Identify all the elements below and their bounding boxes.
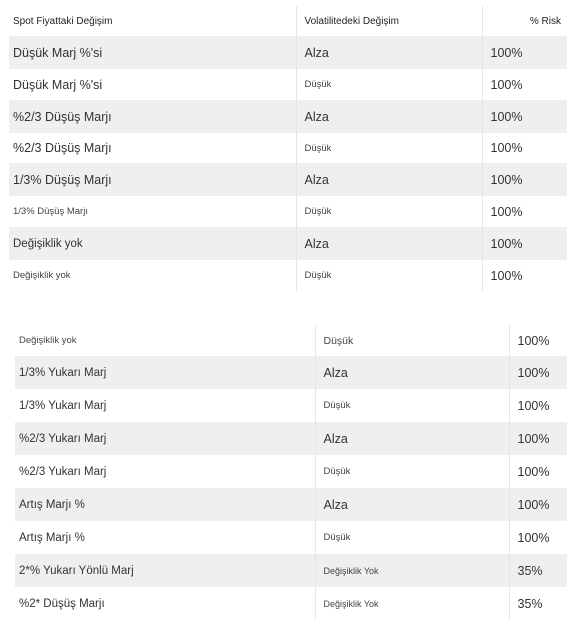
cell-change: Düşük Marj %'si: [9, 69, 296, 100]
table-row: [9, 36, 567, 69]
table-row: [15, 356, 567, 389]
cell-change: %2* Düşüş Marjı: [15, 587, 315, 620]
table-row: [9, 196, 567, 227]
cell-change: %2/3 Düşüş Marjı: [9, 133, 296, 163]
cell-risk: 100%: [482, 133, 567, 163]
cell-change: Değişiklik yok: [15, 325, 315, 356]
cell-risk: 100%: [509, 389, 567, 422]
table-row: [9, 100, 567, 133]
cell-risk: 100%: [482, 227, 567, 260]
cell-risk: 100%: [482, 100, 567, 133]
cell-risk: 100%: [482, 260, 567, 291]
cell-risk: 100%: [509, 455, 567, 488]
cell-volatility: Düşük: [296, 133, 482, 163]
cell-volatility: Alza: [315, 356, 509, 389]
cell-volatility: Alza: [315, 488, 509, 521]
header-volatility-change: Volatilitedeki Değişim: [296, 6, 482, 36]
cell-volatility: Alza: [315, 422, 509, 455]
table-row: [9, 260, 567, 291]
table-row: [9, 163, 567, 196]
cell-volatility: Düşük: [315, 521, 509, 554]
risk-table-bottom: [15, 325, 567, 620]
table-header-row: [9, 6, 567, 36]
cell-risk: 35%: [509, 587, 567, 620]
cell-risk: 100%: [509, 488, 567, 521]
table-row: [15, 455, 567, 488]
cell-risk: 100%: [509, 325, 567, 356]
cell-volatility: Alza: [296, 36, 482, 69]
table-row: [15, 521, 567, 554]
table-row: [15, 488, 567, 521]
cell-change: %2/3 Düşüş Marjı: [9, 100, 296, 133]
cell-change: Artış Marjı %: [15, 488, 315, 521]
cell-volatility: Düşük: [315, 325, 509, 356]
cell-volatility: Alza: [296, 227, 482, 260]
table-row: [9, 133, 567, 163]
cell-volatility: Düşük: [315, 389, 509, 422]
cell-volatility: Düşük: [296, 260, 482, 291]
cell-volatility: Alza: [296, 163, 482, 196]
cell-change: 2*% Yukarı Yönlü Marj: [15, 554, 315, 587]
cell-change: 1/3% Düşüş Marjı: [9, 196, 296, 227]
table-row: [9, 227, 567, 260]
cell-volatility: Alza: [296, 100, 482, 133]
cell-risk: 100%: [482, 36, 567, 69]
table-row: [15, 325, 567, 356]
cell-change: Düşük Marj %'si: [9, 36, 296, 69]
cell-change: %2/3 Yukarı Marj: [15, 422, 315, 455]
table-row: [15, 422, 567, 455]
cell-risk: 35%: [509, 554, 567, 587]
cell-volatility: Düşük: [296, 196, 482, 227]
cell-risk: 100%: [509, 422, 567, 455]
cell-risk: 100%: [482, 69, 567, 100]
cell-volatility: Değişiklik Yok: [315, 587, 509, 620]
table-row: [9, 69, 567, 100]
cell-change: 1/3% Yukarı Marj: [15, 356, 315, 389]
cell-volatility: Değişiklik Yok: [315, 554, 509, 587]
table-row: [15, 554, 567, 587]
table-row: [15, 389, 567, 422]
cell-change: Değişiklik yok: [9, 227, 296, 260]
cell-change: 1/3% Düşüş Marjı: [9, 163, 296, 196]
cell-volatility: Düşük: [296, 69, 482, 100]
cell-risk: 100%: [482, 196, 567, 227]
cell-change: Değişiklik yok: [9, 260, 296, 291]
header-spot-change: Spot Fiyattaki Değişim: [9, 6, 296, 36]
table-row: [15, 587, 567, 620]
cell-risk: 100%: [482, 163, 567, 196]
header-risk: % Risk: [482, 6, 567, 36]
cell-risk: 100%: [509, 356, 567, 389]
risk-table-top: [9, 6, 567, 291]
cell-risk: 100%: [509, 521, 567, 554]
cell-change: %2/3 Yukarı Marj: [15, 455, 315, 488]
cell-change: 1/3% Yukarı Marj: [15, 389, 315, 422]
cell-volatility: Düşük: [315, 455, 509, 488]
cell-change: Artış Marjı %: [15, 521, 315, 554]
